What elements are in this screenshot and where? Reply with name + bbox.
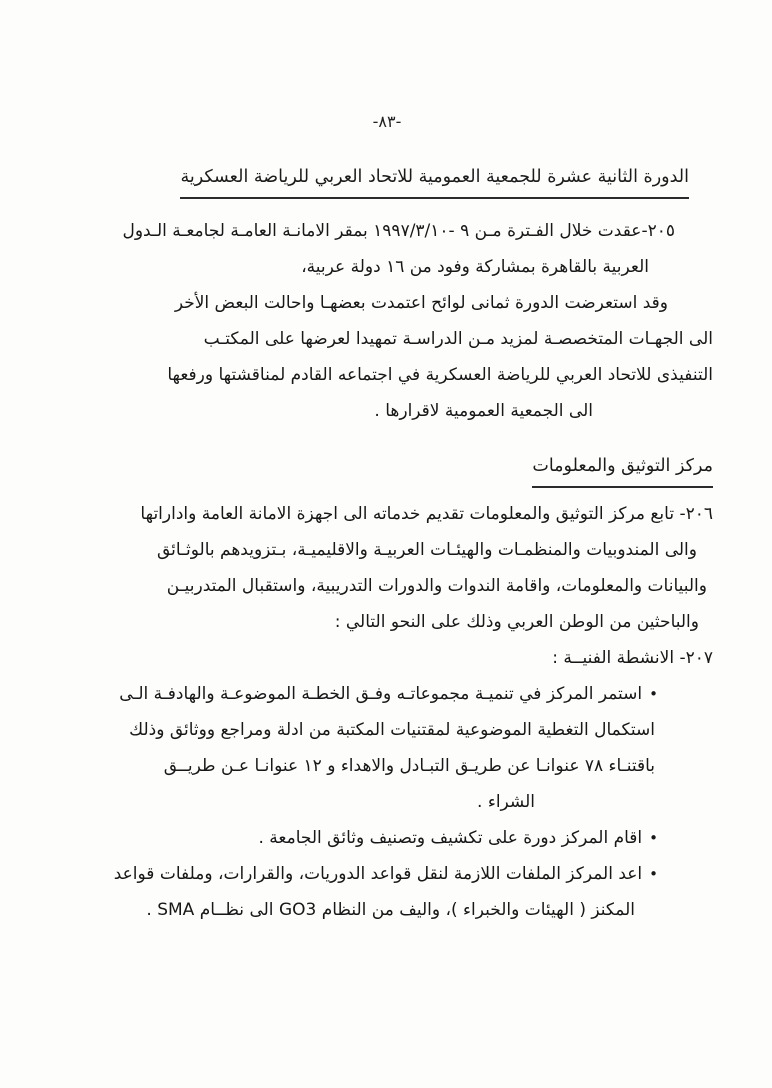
bullet-icon: • — [649, 829, 658, 847]
section-heading — [61, 451, 713, 488]
bullet-2-text-line-1: اقام المركز دورة على تكشيف وتصنيف وثائق الجامعة . — [258, 828, 643, 848]
bullet-icon: • — [649, 685, 658, 703]
bullet-3-text-line-1: اعد المركز الملفات اللازمة لنقل قواعد الدوريات، والقرارات، وملفات قواعد — [113, 864, 643, 884]
para-205-line-4: الى الجهـات المتخصصـة لمزيد مـن الدراسـة تمهيدا لعرضها على المكتـب — [203, 329, 713, 349]
para-206-line-4: والباحثين من الوطن العربي وذلك على النحو التالي : — [334, 612, 699, 632]
para-206-line-2: والى المندوبيات والمنظمـات والهيئـات العربيـة والاقليميـة، بـتزويدهم بالوثـائق — [156, 540, 697, 560]
para-205-line-1: ٢٠٥-عقدت خلال الفـترة مـن ٩ -١٩٩٧/٣/١٠ بمقر الامانـة العامـة لجامعـة الـدول — [122, 221, 675, 241]
para-205-line-3: وقد استعرضت الدورة ثمانى لوائح اعتمدت بعضهـا واحالت البعض الأخر — [174, 293, 668, 313]
document-title — [61, 162, 713, 199]
bullet-1-text-line-3: باقتنـاء ٧٨ عنوانـا عن طريـق التبـادل والاهداء و ١٢ عنوانـا عـن طريــق — [163, 756, 655, 776]
para-205-line-6: الى الجمعية العمومية لاقرارها . — [374, 401, 593, 421]
bullet-item — [61, 856, 713, 892]
para-205-line-5: التنفيذى للاتحاد العربي للرياضة العسكرية في اجتماعه القادم لمناقشتها ورفعها — [167, 365, 713, 385]
bullet-item — [61, 820, 713, 856]
section-heading-text: مركز التوثيق والمعلومات — [532, 451, 713, 488]
document-title-text: الدورة الثانية عشرة للجمعية العمومية للاتحاد العربي للرياضة العسكرية — [180, 162, 689, 199]
page-content — [61, 108, 713, 928]
para-205-line-2: العربية بالقاهرة بمشاركة وفود من ١٦ دولة عربية، — [301, 257, 649, 277]
bullet-item — [61, 676, 713, 712]
bullet-1-text-line-1: استمر المركز في تنميـة مجموعاتـه وفـق الخطـة الموضوعـة والهادفـة الـى — [119, 684, 643, 704]
page-number: -٨٣- — [372, 112, 402, 131]
para-206-line-3: والبيانات والمعلومات، واقامة الندوات والدورات التدريبية، واستقبال المتدربيـن — [166, 576, 707, 596]
para-207-heading: ٢٠٧- الانشطة الفنيــة : — [552, 648, 713, 668]
bullet-1-text-line-4: الشراء . — [477, 792, 535, 812]
para-206-line-1: ٢٠٦- تابع مركز التوثيق والمعلومات تقديم خدماته الى اجهزة الامانة العامة واداراتها — [140, 504, 713, 524]
bullet-1-text-line-2: استكمال التغطية الموضوعية لمقتنيات المكتبة من ادلة ومراجع ووثائق وذلك — [129, 720, 655, 740]
bullet-3-text-line-2: المكنز ( الهيئات والخبراء )، واليف من النظام GO3 الى نظــام SMA . — [146, 900, 635, 920]
bullet-icon: • — [649, 865, 658, 883]
